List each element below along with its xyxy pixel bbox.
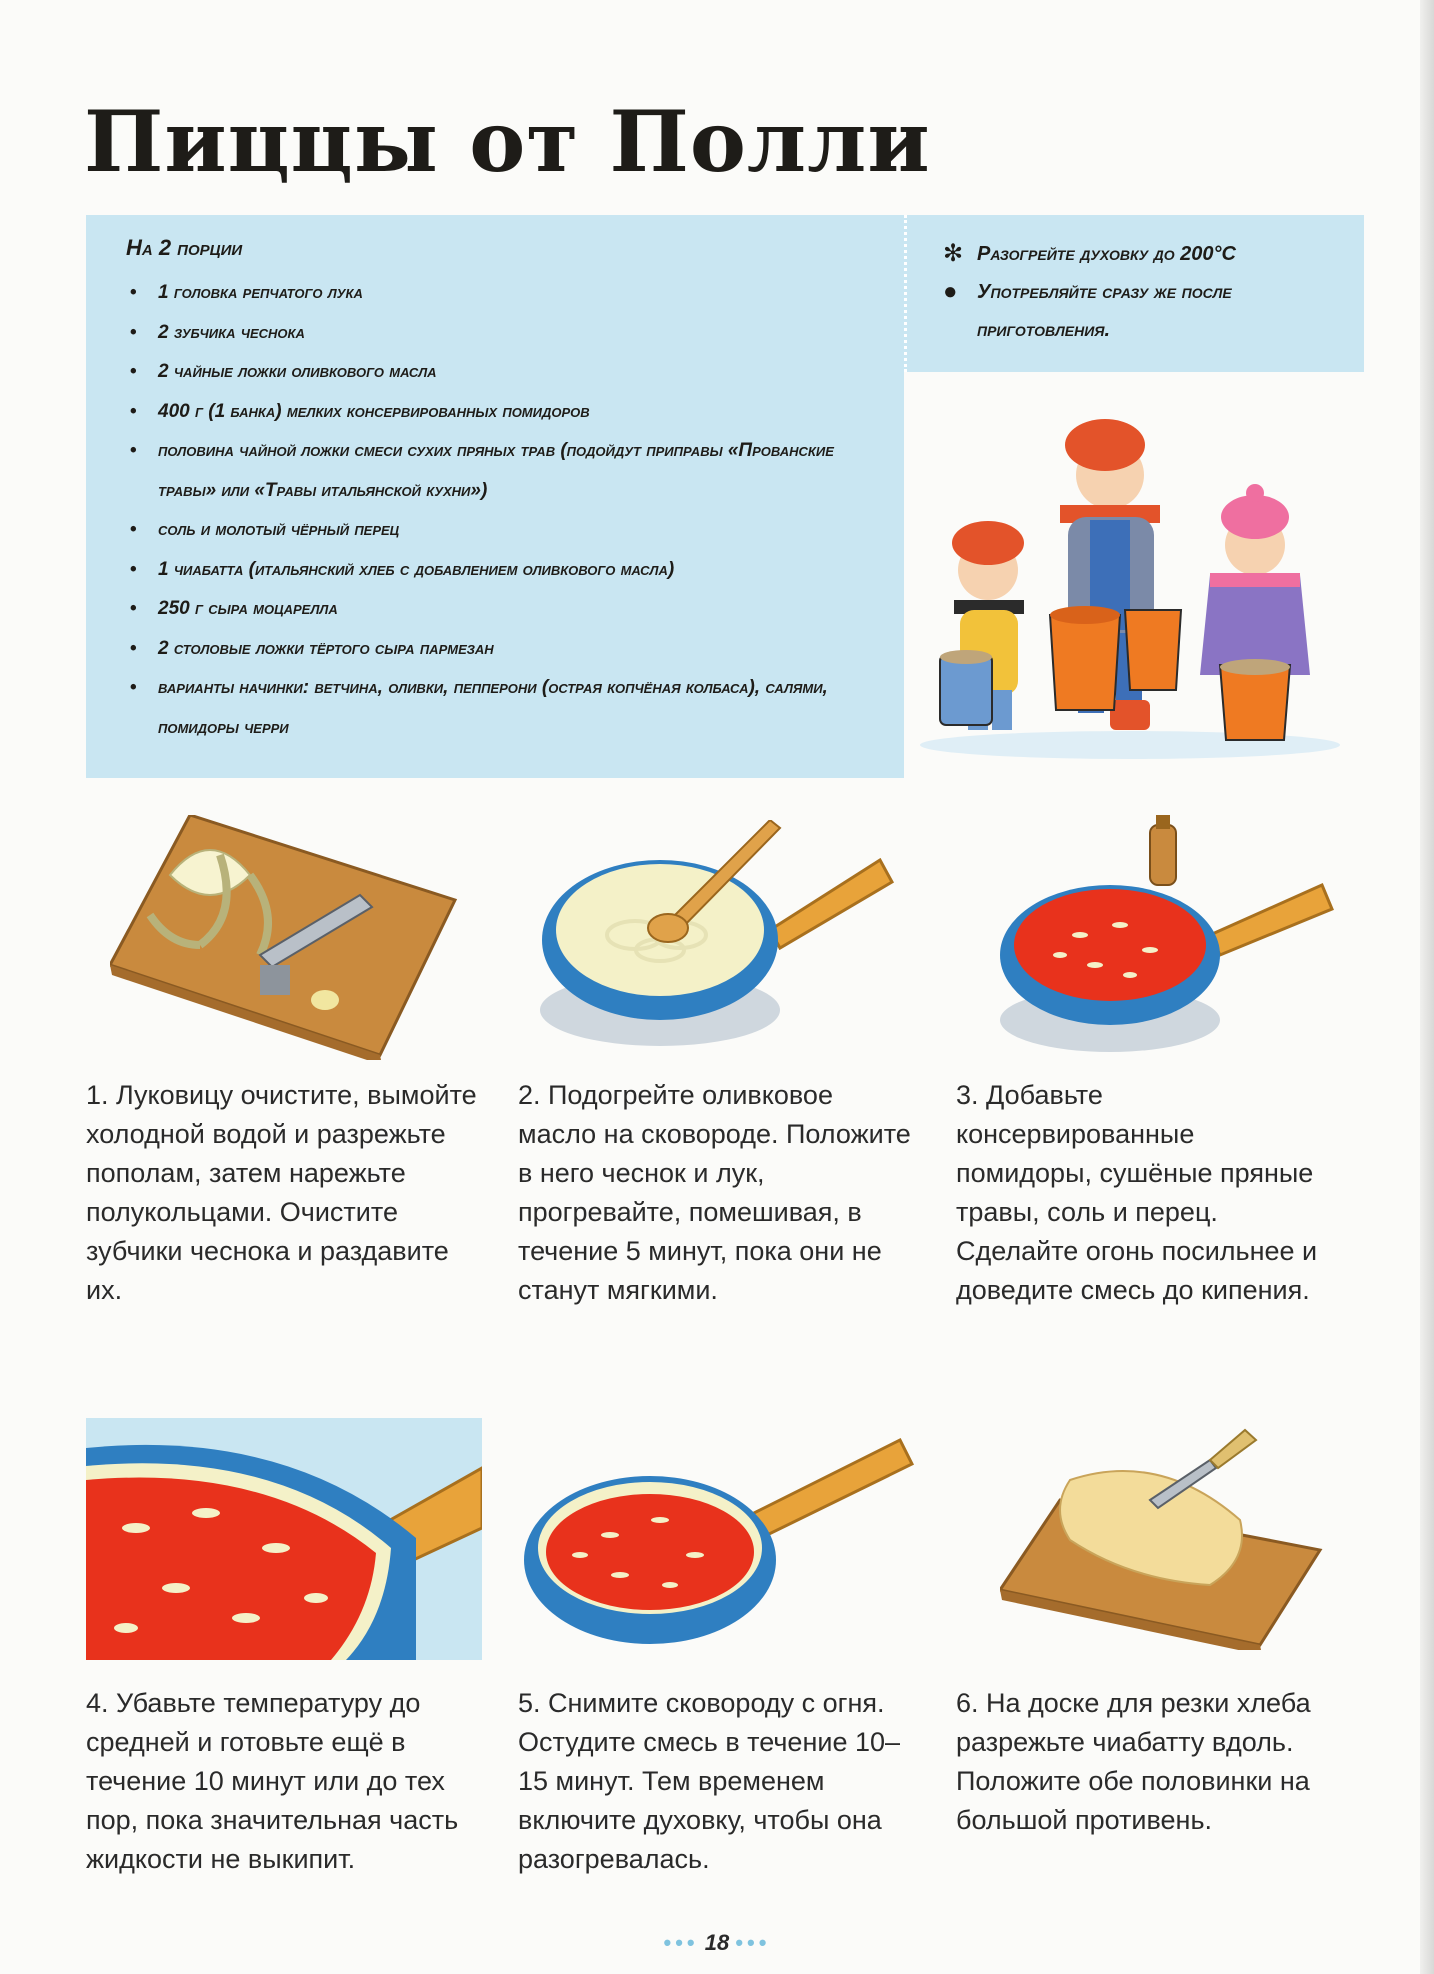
step-1-text: 1. Луковицу очистите, вымойте холодной водой и разрежьте пополам, затем нарежьте полукольцами. Очистите зубчики чеснока и раздавите их. [86, 1080, 477, 1305]
ingredients-box [86, 215, 904, 778]
ingredient-item: • 2 чайные ложки оливкового масла [126, 352, 880, 392]
step-3-illustration [1000, 815, 1340, 1060]
ingredient-item: • 250 г сыра моцарелла [126, 589, 880, 629]
ingredient-item: • 2 столовые ложки тёртого сыра пармезан [126, 629, 880, 669]
ingredient-item: • 400 г (1 банка) мелких консервированных помидоров [126, 392, 880, 432]
page-number [0, 1930, 1434, 1956]
step-2-text: 2. Подогрейте оливковое масло на сковороде. Положите в него чеснок и лук, прогревайте, помешивая, в течение 5 минут, пока они не станут мягкими. [518, 1080, 911, 1305]
ingredient-item: • половина чайной ложки смеси сухих пряных трав (подойдут приправы «Прованские травы» или «Травы итальянской кухни») [126, 431, 880, 510]
step-6-text: 6. На доске для резки хлеба разрежьте чиабатту вдоль. Положите обе половинки на большой противень. [956, 1688, 1311, 1835]
tall-boy-figure [1050, 419, 1181, 730]
step-1-illustration [110, 815, 460, 1060]
ingredient-item: • 1 головка репчатого лука [126, 273, 880, 313]
page-title: Пиццы от Полли [84, 92, 931, 191]
kids-with-buckets-illustration [910, 405, 1350, 765]
girl-figure [1200, 484, 1310, 740]
asterisk-icon: ✻ [943, 240, 964, 267]
step-5-text: 5. Снимите сковороду с огня. Остудите смесь в течение 10–15 минут. Тем временем включите духовку, чтобы она разогревалась. [518, 1688, 901, 1874]
small-boy-figure [940, 521, 1024, 730]
step-4-text: 4. Убавьте температуру до средней и готовьте ещё в течение 10 минут или до тех пор, пока значительная часть жидкости не выкипит. [86, 1688, 459, 1874]
ingredient-item: • 2 зубчика чеснока [126, 313, 880, 353]
tip-text: Употребляйте сразу же после приготовления. [977, 281, 1232, 341]
tip-oven [943, 235, 1340, 273]
apple-icon: ● [943, 278, 958, 305]
dots-decoration: ••• [663, 1930, 699, 1955]
step-3-text: 3. Добавьте консервированные помидоры, сушёные пряные травы, соль и перец. Сделайте огонь посильнее и доведите смесь до кипения. [956, 1080, 1318, 1305]
tip-serve [943, 273, 1340, 349]
step-5-illustration [520, 1420, 920, 1660]
step-6-illustration [1000, 1410, 1330, 1650]
dots-decoration: ••• [735, 1930, 771, 1955]
step-2-illustration [540, 820, 900, 1060]
servings-heading: На 2 порции [126, 235, 243, 260]
tip-text: Разогрейте духовку до 200°C [977, 243, 1236, 265]
ingredient-item: • 1 чиабатта (итальянский хлеб с добавлением оливкового масла) [126, 550, 880, 590]
ingredient-item: • варианты начинки: ветчина, оливки, пепперони (острая копчёная колбаса), салями, помидоры черри [126, 668, 880, 747]
page-edge-shadow [1420, 0, 1434, 1974]
pepper-mill-icon [1150, 815, 1176, 885]
ingredient-item: • соль и молотый чёрный перец [126, 510, 880, 550]
step-4-illustration [86, 1418, 482, 1660]
tips-box [904, 215, 1364, 372]
page-number-value: 18 [704, 1930, 730, 1955]
ingredients-list [110, 273, 880, 747]
